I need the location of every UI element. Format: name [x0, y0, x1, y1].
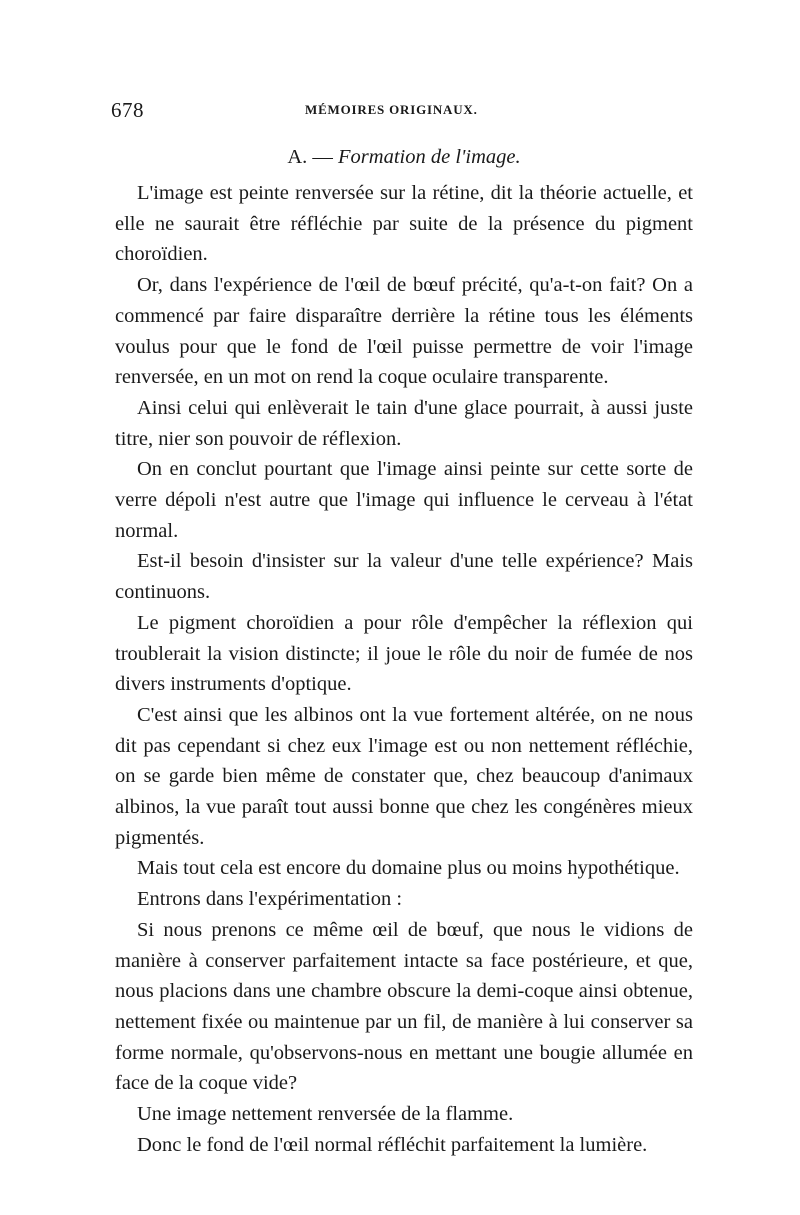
paragraph: Est-il besoin d'insister sur la valeur d'une telle expérience? Mais continuons. [115, 550, 693, 604]
section-title: Formation de l'image. [338, 146, 521, 168]
paragraph: Une image nettement renversée de la flamme. [137, 1103, 514, 1126]
paragraph: Ainsi celui qui enlèverait le tain d'une glace pourrait, à aussi juste titre, nier son pouvoir de réflexion. [115, 396, 693, 450]
page-number: 678 [111, 98, 144, 122]
paragraph: Mais tout cela est encore du domaine plus ou moins hypothétique. [137, 857, 680, 880]
book-page [111, 98, 693, 1161]
section-heading [115, 142, 693, 172]
paragraph: Or, dans l'expérience de l'œil de bœuf précité, qu'a-t-on fait? On a commencé par faire disparaître derrière la rétine tous les éléments voulus pour que le fond de l'œil puisse permettre de voir l'image renversée, en un mot on rend la coque oculaire transparente. [115, 274, 693, 389]
paragraph: Si nous prenons ce même œil de bœuf, que nous le vidions de manière à conserver parfaitement intacte sa face postérieure, et que, nous placions dans une chambre obscure la demi-coque ainsi obtenue, nettement fixée ou maintenue par un fil, de manière à lui conserver sa forme normale, qu'observons-nous en mettant une bougie allumée en face de la coque vide? [115, 918, 693, 1095]
section-label: A. — [287, 146, 333, 168]
paragraph: Donc le fond de l'œil normal réfléchit parfaitement la lumière. [137, 1133, 648, 1156]
body-text [115, 178, 693, 1161]
paragraph: L'image est peinte renversée sur la rétine, dit la théorie actuelle, et elle ne saurait être réfléchie par suite de la présence du pigment choroïdien. [115, 182, 693, 266]
paragraph: Le pigment choroïdien a pour rôle d'empêcher la réflexion qui troublerait la vision distincte; il joue le rôle du noir de fumée de nos divers instruments d'optique. [115, 611, 693, 696]
paragraph: Entrons dans l'expérimentation : [137, 888, 403, 911]
running-head: MÉMOIRES ORIGINAUX. [305, 102, 478, 117]
paragraph: On en conclut pourtant que l'image ainsi peinte sur cette sorte de verre dépoli n'est autre que l'image qui influence le cerveau à l'état normal. [115, 458, 693, 542]
paragraph: C'est ainsi que les albinos ont la vue fortement altérée, on ne nous dit pas cependant si chez eux l'image est ou non nettement réfléchie, on se garde bien même de constater que, chez beaucoup d'animaux albinos, la vue paraît tout aussi bonne que chez les congénères mieux pigmentés. [115, 703, 693, 849]
page-header [111, 98, 693, 128]
